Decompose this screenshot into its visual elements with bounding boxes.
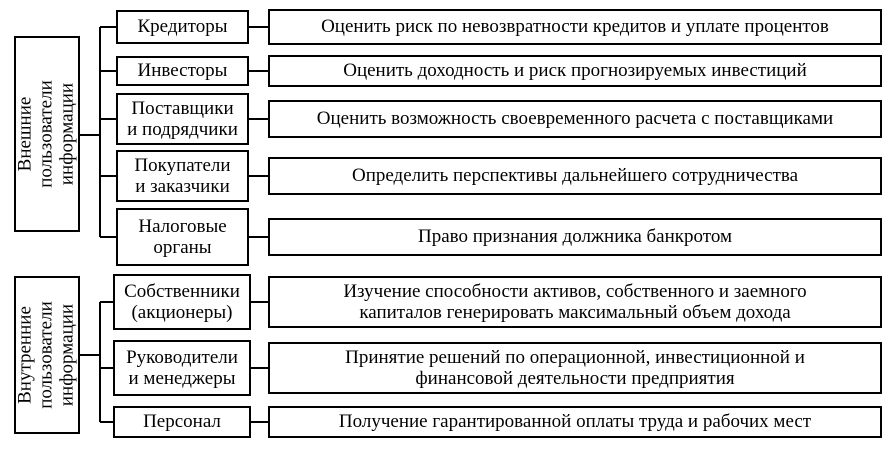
goal-box-owners xyxy=(268,276,882,328)
external-users-box xyxy=(14,36,80,232)
user-label: Покупатели и заказчики xyxy=(134,154,231,197)
goal-box-personnel xyxy=(268,406,882,438)
user-label: Персонал xyxy=(143,411,221,433)
user-box-tax-authorities xyxy=(116,208,249,266)
goal-label: Получение гарантированной оплаты труда и рабочих мест xyxy=(338,411,812,433)
user-label: Поставщики и подрядчики xyxy=(127,97,238,140)
goal-label: Оценить доходность и риск прогнозируемых инвестиций xyxy=(343,60,807,82)
user-box-personnel xyxy=(113,406,251,438)
goal-box-tax-authorities xyxy=(268,218,882,256)
goal-label: Оценить возможность своевременного расчета с поставщиками xyxy=(316,108,834,130)
user-box-creditors xyxy=(116,10,249,44)
user-label: Налоговые органы xyxy=(138,215,227,258)
user-box-buyers xyxy=(116,150,249,202)
user-box-managers xyxy=(113,340,251,396)
internal-users-label: Внутренние пользователи информации xyxy=(14,301,78,409)
user-box-investors xyxy=(116,56,249,86)
user-box-owners xyxy=(113,274,251,330)
goal-box-managers xyxy=(268,342,882,394)
user-box-suppliers xyxy=(116,93,249,145)
goal-label: Оценить риск по невозвратности кредитов и уплате процентов xyxy=(321,16,829,38)
goal-box-buyers xyxy=(268,157,882,195)
goal-label: Изучение способности активов, собственного и заемного капиталов генерировать максимальный объем дохода xyxy=(343,280,807,323)
goal-label: Принятие решений по операционной, инвестиционной и финансовой деятельности предприятия xyxy=(345,346,805,389)
goal-box-creditors xyxy=(268,9,882,45)
goal-label: Право признания должника банкротом xyxy=(418,226,732,248)
user-label: Собственники (акционеры) xyxy=(124,280,240,323)
external-users-label: Внешние пользователи информации xyxy=(14,80,78,188)
user-label: Инвесторы xyxy=(137,60,228,82)
goal-box-investors xyxy=(268,55,882,87)
goal-label: Определить перспективы дальнейшего сотрудничества xyxy=(351,165,799,187)
goal-box-suppliers xyxy=(268,100,882,138)
internal-users-box xyxy=(14,276,80,434)
user-label: Руководители и менеджеры xyxy=(126,346,238,389)
user-label: Кредиторы xyxy=(137,16,228,38)
